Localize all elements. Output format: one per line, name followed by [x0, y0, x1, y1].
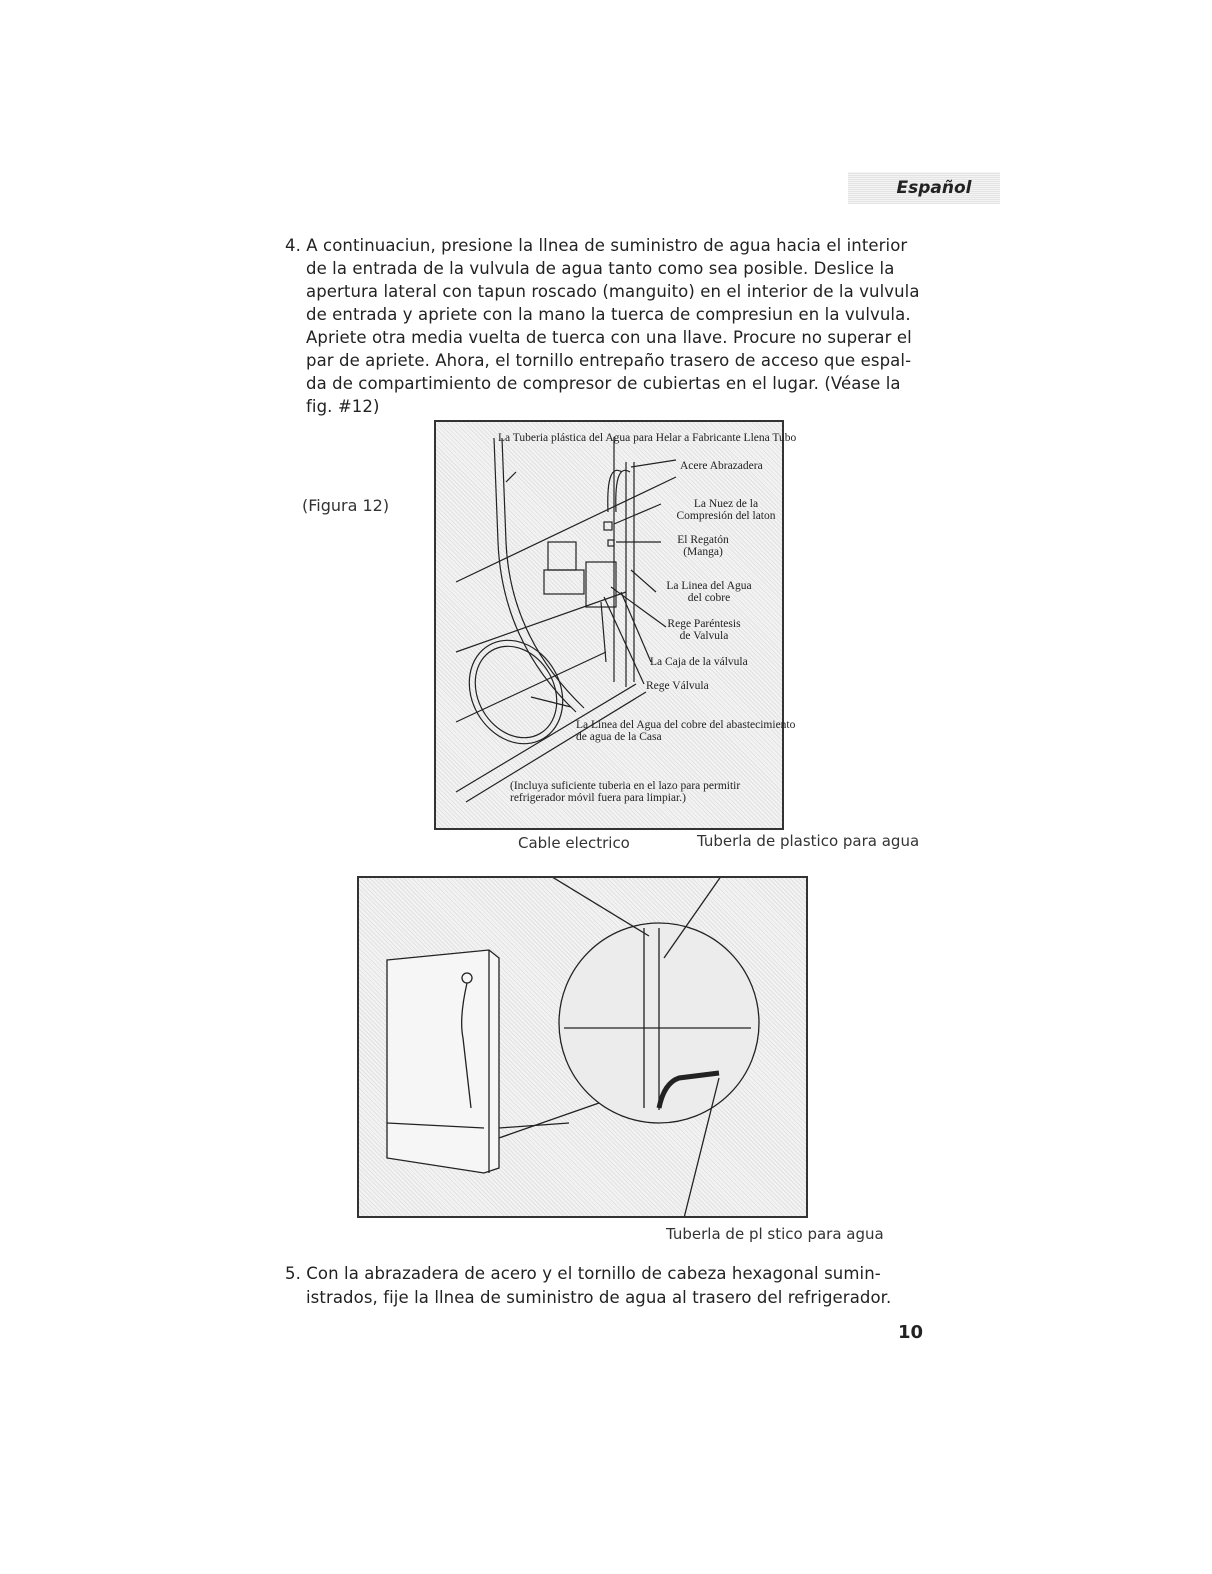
step4-line: 4. A continuaciun, presione la llnea de suministro de agua hacia el interior	[285, 236, 908, 255]
label-valve: Rege Válvula	[646, 680, 709, 692]
label-valve-box: La Caja de la válvula	[650, 656, 748, 668]
label-bracket: Rege Paréntesis de Valvula	[667, 618, 741, 642]
refrigerator-illustration	[359, 878, 806, 1216]
language-label: Español	[896, 178, 972, 198]
language-tab	[848, 172, 1000, 204]
tube-label-top: Tuberla de plastico para agua	[697, 832, 920, 850]
figure12-valve-diagram	[434, 420, 797, 830]
step5-line: istrados, fije la llnea de suministro de agua al trasero del refrigerador.	[306, 1288, 892, 1307]
step4-line: de entrada y apriete con la mano la tuerca de compresiun en la vulvula.	[306, 305, 911, 324]
step4-line: Apriete otra media vuelta de tuerca con una llave. Procure no superar el	[306, 328, 912, 347]
step4-line: de la entrada de la vulvula de agua tanto como sea posible. Deslice la	[306, 259, 895, 278]
cable-label: Cable electrico	[518, 834, 630, 852]
step4-line: par de apriete. Ahora, el tornillo entrepaño trasero de acceso que espal-	[306, 351, 912, 370]
label-clamp: Acere Abrazadera	[680, 460, 763, 472]
label-copper-line: La Linea del Agua del cobre	[666, 580, 752, 604]
label-sleeve: El Regatón (Manga)	[677, 534, 729, 558]
step4-line: fig. #12)	[306, 397, 380, 416]
step4-line: apertura lateral con tapun roscado (manguito) en el interior de la vulvula	[306, 282, 920, 301]
label-note: (Incluya suficiente tuberia en el lazo para permitir refrigerador móvil fuera para limpiar.)	[510, 780, 741, 804]
step4-line: da de compartimiento de compresor de cubiertas en el lugar. (Véase la	[306, 374, 901, 393]
tube-label-bottom: Tuberla de pl stico para agua	[666, 1225, 884, 1243]
label-house-line: La Linea del Agua del cobre del abastecimiento de agua de la Casa	[576, 719, 796, 743]
step5-line: 5. Con la abrazadera de acero y el tornillo de cabeza hexagonal sumin-	[285, 1264, 881, 1283]
label-plastic-tube: La Tuberia plástica del Agua para Helar a Fabricante Llena Tubo	[498, 432, 797, 444]
label-nut: La Nuez de la Compresión del laton	[676, 498, 776, 522]
figure12-caption: (Figura 12)	[302, 496, 390, 515]
page-number: 10	[898, 1322, 924, 1343]
figure13-refrigerator-diagram	[357, 876, 808, 1218]
